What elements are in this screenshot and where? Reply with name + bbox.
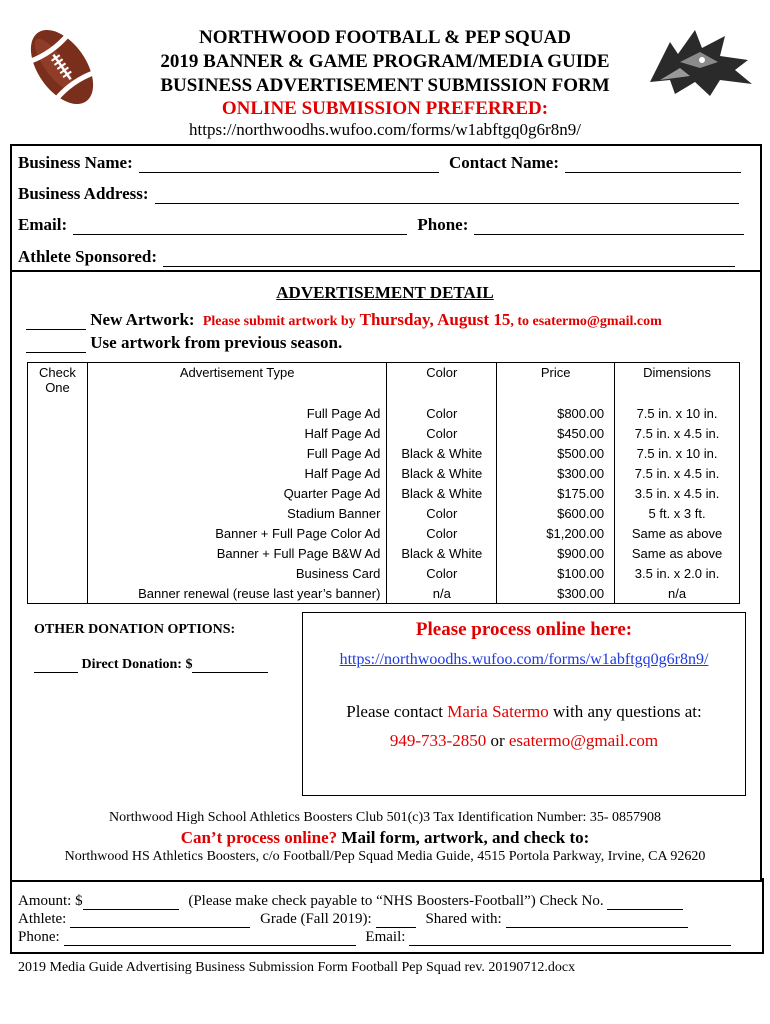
header-url[interactable]: https://northwoodhs.wufoo.com/forms/w1abftgq0g6r8n9/ (189, 120, 581, 139)
price-cell: $900.00 (497, 543, 615, 563)
use-artwork-label: Use artwork from previous season. (90, 333, 343, 352)
ad-type-cell: Half Page Ad (87, 423, 386, 443)
check-cell[interactable] (28, 463, 88, 483)
title-line-4: ONLINE SUBMISSION PREFERRED: (221, 98, 549, 119)
table-row (28, 583, 740, 604)
online-heading: Please process online here: (415, 619, 633, 640)
ad-types-table (27, 362, 740, 604)
dimensions-cell: 3.5 in. x 4.5 in. (615, 483, 740, 503)
table-header-row (28, 363, 740, 404)
dimensions-cell: 5 ft. x 3 ft. (615, 503, 740, 523)
business-name-label: Business Name: (18, 153, 133, 172)
phone-label: Phone: (417, 215, 469, 234)
contact-line (303, 702, 745, 722)
table-row (28, 443, 740, 463)
ad-type-cell: Quarter Page Ad (87, 483, 386, 503)
price-cell: $175.00 (497, 483, 615, 503)
color-cell: Color (387, 503, 497, 523)
new-artwork-option[interactable] (26, 310, 662, 330)
athlete-sponsored-field[interactable] (18, 247, 735, 267)
title-line-3: BUSINESS ADVERTISEMENT SUBMISSION FORM (160, 75, 610, 96)
tax-id-text: Northwood High School Athletics Boosters Club 501(c)3 Tax Identification Number: 35- 0857908 (108, 810, 662, 825)
color-cell: n/a (387, 583, 497, 604)
office-email-label: Email: (365, 929, 406, 945)
new-artwork-note: Please submit artwork by (202, 314, 356, 329)
new-artwork-date: Thursday, August 15 (359, 310, 511, 329)
ad-type-header: Advertisement Type (87, 363, 386, 404)
payable-label: (Please make check payable to “NHS Boosters-Football”) Check No. (188, 893, 604, 909)
contact-name: Maria Satermo (447, 702, 549, 721)
color-cell: Black & White (387, 463, 497, 483)
contact-details-line (303, 731, 745, 751)
table-row (28, 423, 740, 443)
detail-heading: ADVERTISEMENT DETAIL (276, 283, 494, 302)
contact-name-label: Contact Name: (449, 153, 560, 172)
dimensions-cell: 7.5 in. x 4.5 in. (615, 463, 740, 483)
dimensions-header: Dimensions (615, 363, 740, 404)
mail-instructions (0, 828, 770, 848)
price-cell: $600.00 (497, 503, 615, 523)
dimensions-cell: 7.5 in. x 10 in. (615, 403, 740, 423)
athlete-sponsored-label: Athlete Sponsored: (18, 247, 157, 266)
check-cell[interactable] (28, 423, 88, 443)
check-cell[interactable] (28, 543, 88, 563)
check-one-header: Check One (28, 363, 88, 404)
mail-form-text: Mail form, artwork, and check to: (341, 828, 590, 847)
color-cell: Color (387, 423, 497, 443)
business-name-field[interactable] (18, 153, 741, 173)
donation-heading: OTHER DONATION OPTIONS: (34, 622, 236, 637)
ad-type-cell: Business Card (87, 563, 386, 583)
table-row (28, 503, 740, 523)
ad-type-cell: Banner renewal (reuse last year’s banner) (87, 583, 386, 604)
table-row (28, 543, 740, 563)
direct-donation-label: Direct Donation: $ (81, 657, 193, 672)
table-row (28, 563, 740, 583)
color-cell: Color (387, 563, 497, 583)
ad-type-cell: Banner + Full Page B&W Ad (87, 543, 386, 563)
table-row (28, 463, 740, 483)
check-cell[interactable] (28, 583, 88, 604)
color-header: Color (387, 363, 497, 404)
new-artwork-label: New Artwork: (90, 310, 195, 329)
ad-type-cell: Full Page Ad (87, 403, 386, 423)
athlete-line[interactable] (18, 911, 688, 928)
office-phone-label: Phone: (18, 929, 60, 945)
grade-label: Grade (Fall 2019): (260, 911, 372, 927)
amount-label: Amount: $ (18, 893, 83, 909)
email-field[interactable] (18, 215, 744, 235)
table-row (28, 523, 740, 543)
check-cell[interactable] (28, 503, 88, 523)
ad-type-cell: Stadium Banner (87, 503, 386, 523)
color-cell: Black & White (387, 443, 497, 463)
contact-email[interactable]: esatermo@gmail.com (508, 731, 659, 750)
title-line-2: 2019 BANNER & GAME PROGRAM/MEDIA GUIDE (160, 51, 610, 72)
amount-line[interactable] (18, 893, 683, 910)
business-address-label: Business Address: (18, 184, 149, 203)
table-row (28, 403, 740, 423)
dimensions-cell: n/a (615, 583, 740, 604)
check-cell[interactable] (28, 443, 88, 463)
check-cell[interactable] (28, 403, 88, 423)
section-divider (10, 270, 762, 272)
color-cell: Color (387, 403, 497, 423)
price-cell: $450.00 (497, 423, 615, 443)
price-cell: $1,200.00 (497, 523, 615, 543)
dimensions-cell: 7.5 in. x 4.5 in. (615, 423, 740, 443)
price-cell: $300.00 (497, 463, 615, 483)
price-header: Price (497, 363, 615, 404)
price-cell: $500.00 (497, 443, 615, 463)
contact-pre-text: Please contact (346, 702, 444, 721)
direct-donation-field[interactable] (34, 657, 268, 673)
price-cell: $100.00 (497, 563, 615, 583)
color-cell: Color (387, 523, 497, 543)
contact-phone[interactable]: 949-733-2850 (389, 731, 487, 750)
price-cell: $800.00 (497, 403, 615, 423)
athlete-label: Athlete: (18, 911, 67, 927)
ad-type-cell: Banner + Full Page Color Ad (87, 523, 386, 543)
table-row (28, 483, 740, 503)
new-artwork-email: , to esatermo@gmail.com (510, 314, 662, 329)
check-cell[interactable] (28, 563, 88, 583)
or-text: or (490, 731, 505, 750)
dimensions-cell: Same as above (615, 543, 740, 563)
ad-type-cell: Half Page Ad (87, 463, 386, 483)
email-label: Email: (18, 215, 68, 234)
cant-process-text: Can’t process online? (180, 828, 338, 847)
dimensions-cell: Same as above (615, 523, 740, 543)
title-line-1: NORTHWOOD FOOTBALL & PEP SQUAD (199, 27, 571, 48)
document-footer: 2019 Media Guide Advertising Business Submission Form Football Pep Squad rev. 20190712.docx (18, 960, 576, 975)
dimensions-cell: 3.5 in. x 2.0 in. (615, 563, 740, 583)
contact-post-text: with any questions at: (553, 702, 702, 721)
use-previous-artwork-option[interactable] (26, 333, 342, 353)
color-cell: Black & White (387, 483, 497, 503)
online-process-box (302, 612, 746, 796)
color-cell: Black & White (387, 543, 497, 563)
price-cell: $300.00 (497, 583, 615, 604)
ad-type-cell: Full Page Ad (87, 443, 386, 463)
online-url-link[interactable]: https://northwoodhs.wufoo.com/forms/w1abftgq0g6r8n9/ (339, 651, 709, 668)
check-cell[interactable] (28, 523, 88, 543)
shared-with-label: Shared with: (425, 911, 502, 927)
check-cell[interactable] (28, 483, 88, 503)
dimensions-cell: 7.5 in. x 10 in. (615, 443, 740, 463)
office-phone-line[interactable] (18, 929, 731, 946)
mailing-address: Northwood HS Athletics Boosters, c/o Football/Pep Squad Media Guide, 4515 Portola Parkway, Irvine, CA 92620 (64, 849, 706, 864)
business-address-field[interactable] (18, 184, 739, 204)
